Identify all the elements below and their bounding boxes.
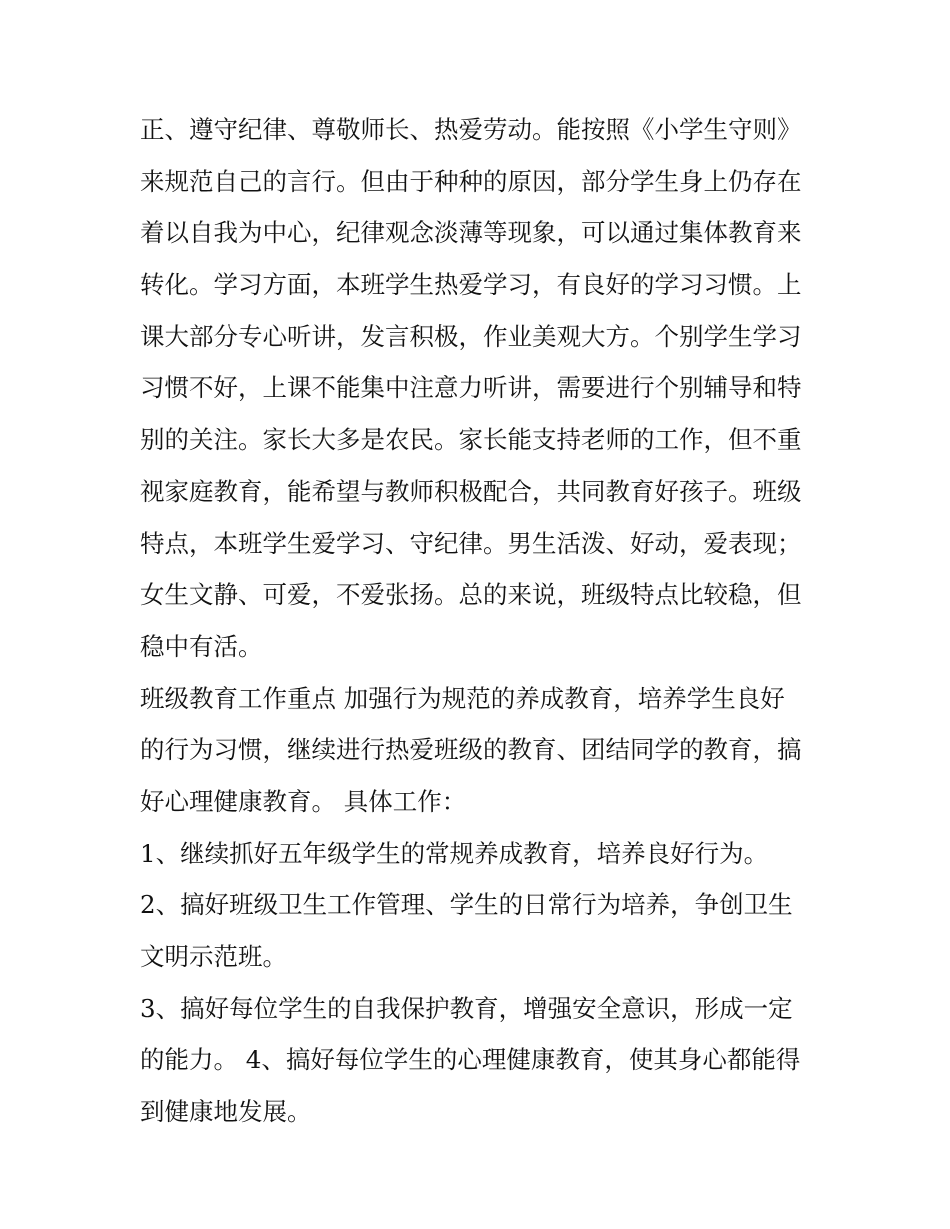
text-line: 稳中有活。 (140, 631, 263, 661)
text-line: 的行为习惯，继续进行热爱班级的教育、团结同学的教育，搞 (140, 735, 802, 765)
list-item-4: 的能力。 4、搞好每位学生的心理健康教育，使其身心都能得 (140, 1045, 801, 1075)
section-heading-line: 班级教育工作重点 加强行为规范的养成教育，培养学生良好 (140, 683, 785, 713)
text-line: 来规范自己的言行。但由于种种的原因，部分学生身上仍存在 (140, 166, 802, 196)
list-item-4-continued: 到健康地发展。 (140, 1097, 312, 1127)
text-line: 课大部分专心听讲，发言积极，作业美观大方。个别学生学习 (140, 321, 802, 351)
text-line: 女生文静、可爱，不爱张扬。总的来说，班级特点比较稳，但 (140, 580, 802, 610)
text-line: 着以自我为中心，纪律观念淡薄等现象，可以通过集体教育来 (140, 218, 802, 248)
text-line: 好心理健康教育。 具体工作： (140, 786, 467, 816)
text-line: 正、遵守纪律、尊敬师长、热爱劳动。能按照《小学生守则》 (140, 115, 802, 144)
list-item-1: 1、继续抓好五年级学生的常规养成教育，培养良好行为。 (140, 838, 769, 868)
text-line: 转化。学习方面，本班学生热爱学习，有良好的学习习惯。上 (140, 270, 802, 300)
text-line: 习惯不好，上课不能集中注意力听讲，需要进行个别辅导和特 (140, 373, 802, 403)
document-body (140, 104, 820, 1138)
text-line: 特点，本班学生爱学习、守纪律。男生活泼、好动，爱表现； (140, 528, 802, 558)
text-line: 别的关注。家长大多是农民。家长能支持老师的工作，但不重 (140, 425, 802, 455)
list-item-3: 3、搞好每位学生的自我保护教育，增强安全意识，形成一定 (140, 993, 793, 1023)
text-line: 视家庭教育，能希望与教师积极配合，共同教育好孩子。班级 (140, 476, 802, 506)
list-item-2-continued: 文明示范班。 (140, 942, 287, 971)
list-item-2: 2、搞好班级卫生工作管理、学生的日常行为培养，争创卫生 (140, 890, 793, 920)
